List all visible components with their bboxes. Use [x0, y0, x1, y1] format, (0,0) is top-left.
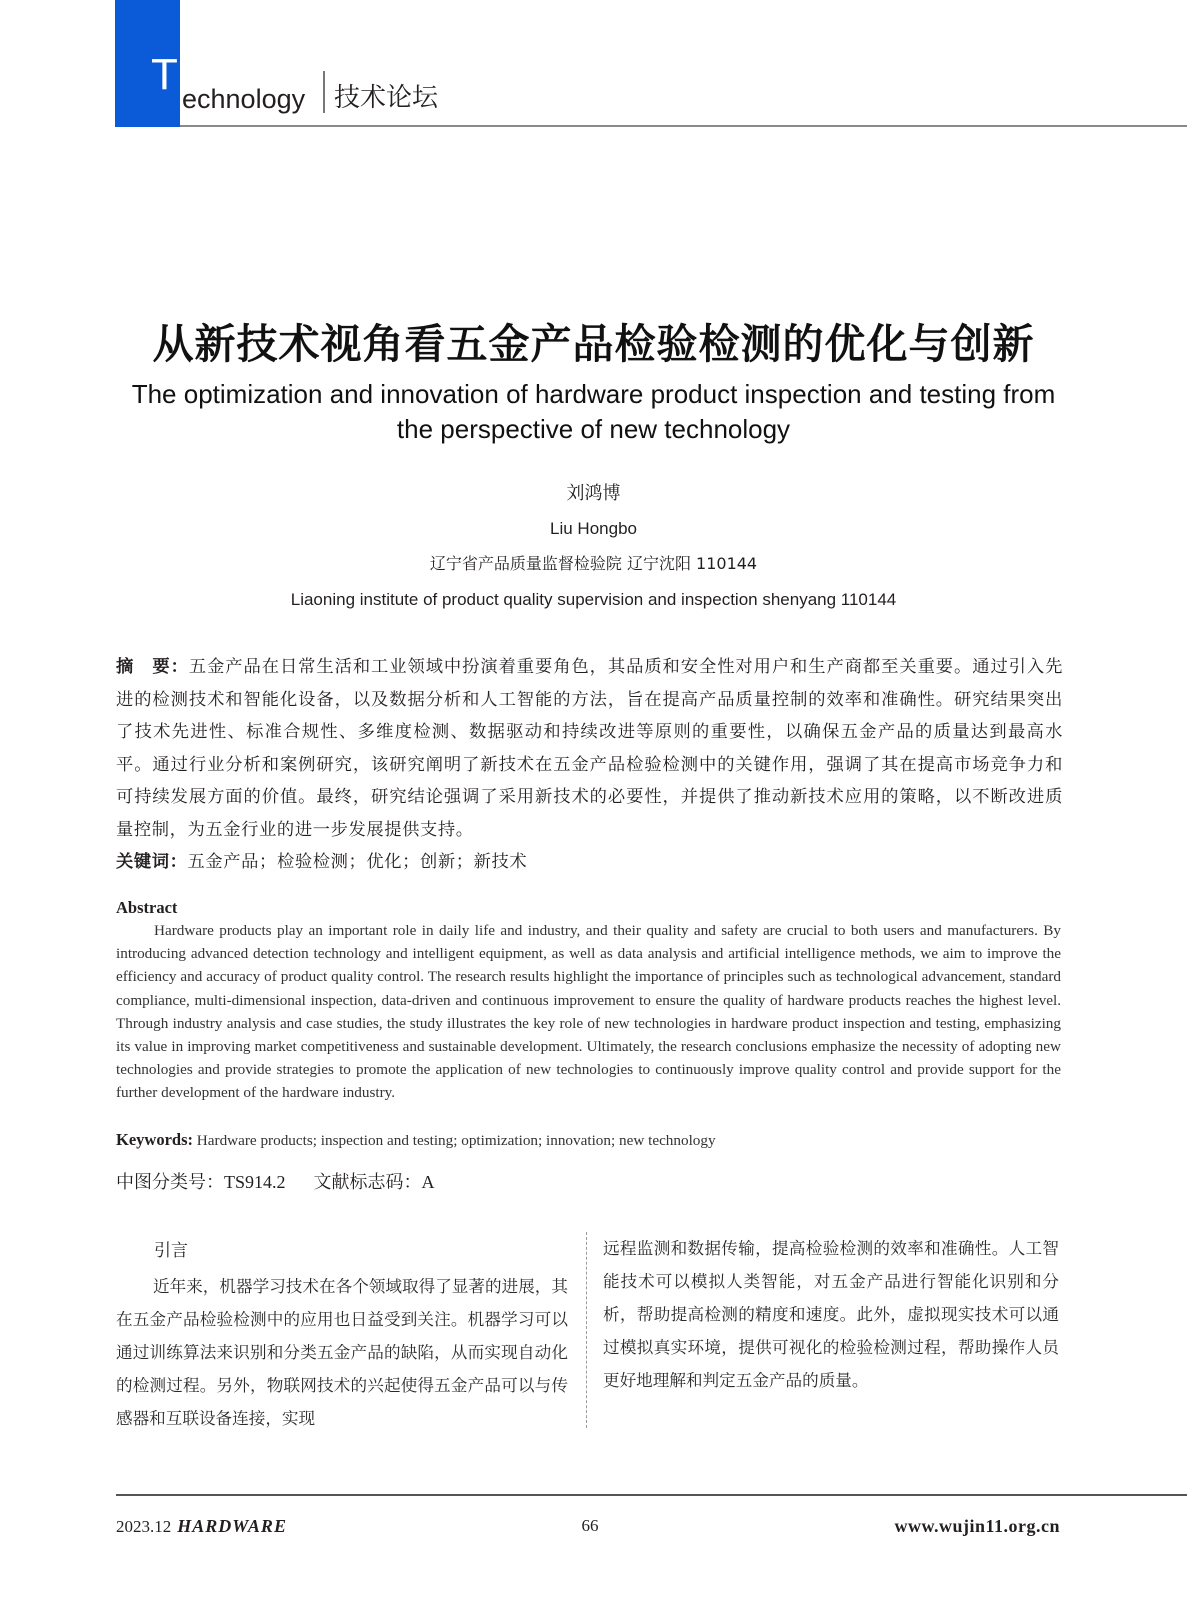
abstract-cn: [116, 651, 1063, 846]
header-separator: [323, 71, 325, 113]
page-number: 66: [581, 1516, 599, 1535]
keywords-cn-text: 五金产品；检验检测；优化；创新；新技术: [187, 852, 528, 872]
keywords-en: [116, 1129, 1061, 1152]
brand-word: echnology: [182, 84, 306, 114]
section-heading-intro: 引言: [154, 1241, 188, 1261]
author-name-en: Liu Hongbo: [550, 519, 637, 538]
abstract-en-text: Hardware products play an important role in daily life and industry, and their quality and safety are crucial to both users and manufacturers. By introducing advanced detection technology and intelligent equipment, as well as data analysis and artificial intelligence methods, we aim to improve the efficiency and accuracy of product quality control. The research results highlight the importance of principles such as technological advancement, standard compliance, multi-dimensional inspection, data-driven and continuous improvement to ensure the quality of hardware products reaches the highest level. Through industry analysis and case studies, the study illustrates the key role of new technologies in hardware product inspection and testing, emphasizing its value in improving market competitiveness and sustainable development. Ultimately, the research conclusions emphasize the necessity of adopting new technologies and provide strategies to promote the application of new technologies to continuously improve quality control and provide support for the further development of the hardware industry.: [116, 922, 1061, 1102]
footer-issue: [116, 1514, 287, 1539]
footer-rule: [116, 1494, 1187, 1496]
keywords-en-text: Hardware products; inspection and testing; optimization; innovation; new technology: [196, 1132, 716, 1149]
affiliation-cn: 辽宁省产品质量监督检验院 辽宁沈阳 110144: [429, 554, 758, 573]
magazine-name: HARDWARE: [177, 1516, 287, 1536]
author-name-cn: 刘鸿博: [566, 483, 621, 504]
title-cn: 从新技术视角看五金产品检验检测的优化与创新: [152, 320, 1035, 368]
abstract-en-heading: Abstract: [116, 898, 178, 917]
section-name: 技术论坛: [334, 83, 439, 113]
keywords-cn: [116, 848, 1063, 876]
keywords-cn-label: 关键词：: [116, 852, 188, 872]
clc-label: 中图分类号：: [116, 1172, 224, 1193]
body-column-right: [603, 1232, 1059, 1397]
header-rule: [180, 125, 1187, 127]
abstract-cn-label: 摘 要：: [116, 657, 189, 677]
doc-code-label: 文献标志码：: [313, 1172, 422, 1193]
body-column-left: [116, 1238, 568, 1435]
body-paragraph-right: 远程监测和数据传输，提高检验检测的效率和准确性。人工智能技术可以模拟人类智能，对五金产品进行智能化识别和分析，帮助提高检测的精度和速度。此外，虚拟现实技术可以通过模拟真实环境，提供可视化的检验检测过程，帮助操作人员更好地理解和判定五金产品的质量。: [603, 1239, 1059, 1390]
issue-date: 2023.12: [116, 1517, 172, 1536]
journal-url: www.wujin11.org.cn: [894, 1516, 1060, 1536]
doc-code-value: A: [421, 1172, 435, 1192]
clc-value: TS914.2: [224, 1172, 286, 1192]
keywords-en-label: Keywords:: [116, 1130, 193, 1149]
classification-line: [116, 1170, 435, 1195]
brand-initial: T: [151, 50, 178, 99]
body-paragraph-left: 近年来，机器学习技术在各个领域取得了显著的进展，其在五金产品检验检测中的应用也日益受到关注。机器学习可以通过训练算法来识别和分类五金产品的缺陷，从而实现自动化的检测过程。另外，物联网技术的兴起使得五金产品可以与传感器和互联设备连接，实现: [116, 1277, 568, 1428]
affiliation-en: Liaoning institute of product quality supervision and inspection shenyang 110144: [290, 590, 897, 609]
title-en: The optimization and innovation of hardware product inspection and testing from the perspective of new technology: [131, 379, 1056, 444]
abstract-cn-text: 五金产品在日常生活和工业领域中扮演着重要角色，其品质和安全性对用户和生产商都至关重要。通过引入先进的检测技术和智能化设备，以及数据分析和人工智能的方法，旨在提高产品质量控制的效率和准确性。研究结果突出了技术先进性、标准合规性、多维度检测、数据驱动和持续改进等原则的重要性，以确保五金产品的质量达到最高水平。通过行业分析和案例研究，该研究阐明了新技术在五金产品检验检测中的关键作用，强调了其在提高市场竞争力和可持续发展方面的价值。最终，研究结论强调了采用新技术的必要性，并提供了推动新技术应用的策略，以不断改进质量控制，为五金行业的进一步发展提供支持。: [116, 657, 1063, 840]
column-divider: [586, 1232, 587, 1428]
